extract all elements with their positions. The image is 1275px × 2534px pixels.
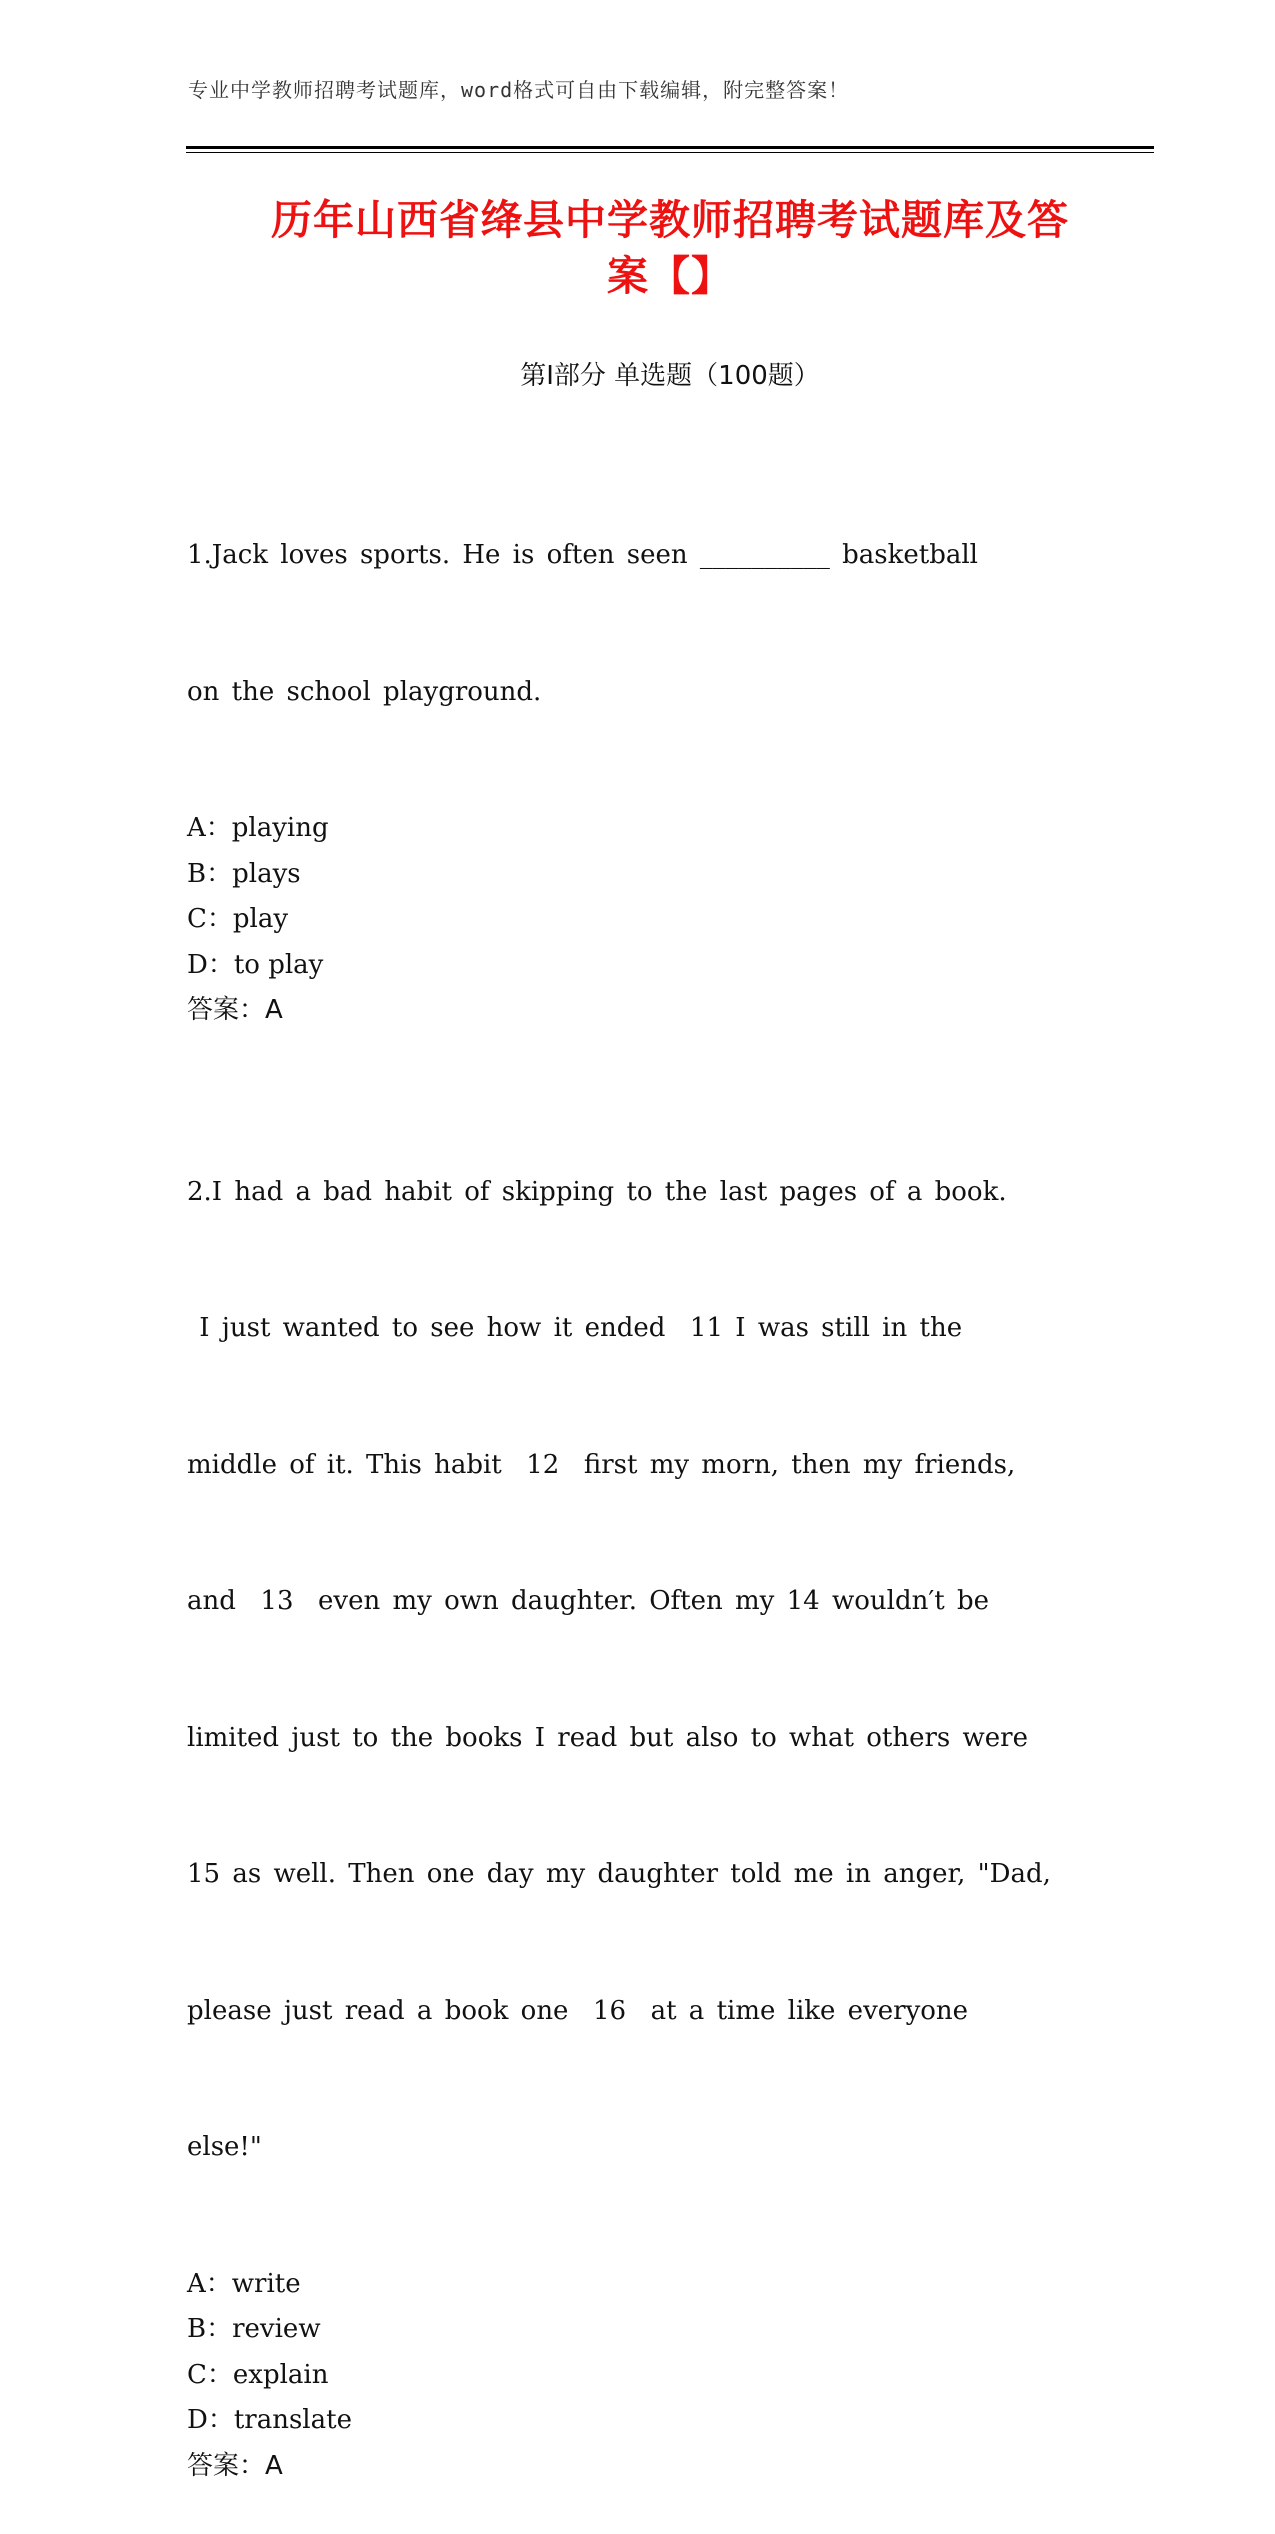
option-b: B：review xyxy=(187,2314,321,2344)
option-a: A：playing xyxy=(187,813,329,843)
document-title xyxy=(186,192,1154,304)
question-stem-line: middle of it. This habit 12 first my morn, then my friends, xyxy=(187,1449,1016,1480)
question-1 xyxy=(187,442,1087,1034)
header-rule-thick xyxy=(186,146,1154,149)
question-stem-line: 1.Jack loves sports. He is often seen __________ basketball xyxy=(187,540,978,570)
header-rule-thin xyxy=(186,152,1154,153)
question-stem xyxy=(187,1079,1087,2262)
answer-text: 答案：A xyxy=(187,2450,283,2481)
document-title-line-2: 案【】 xyxy=(607,252,733,300)
question-stem-line: I just wanted to see how it ended 11 I was still in the xyxy=(187,1313,963,1343)
question-stem xyxy=(187,442,1087,806)
question-stem-line: on the school playground. xyxy=(187,676,542,707)
question-2 xyxy=(187,1079,1087,2490)
option-c: C：play xyxy=(187,904,289,934)
document-title-line-1: 历年山西省绛县中学教师招聘考试题库及答 xyxy=(271,196,1069,244)
option-d: D：translate xyxy=(187,2405,352,2435)
question-stem-line: and 13 even my own daughter. Often my 14 wouldn′t be xyxy=(187,1586,989,1616)
page-header-text: 专业中学教师招聘考试题库，word格式可自由下载编辑，附完整答案！ xyxy=(188,78,850,102)
option-d: D：to play xyxy=(187,949,324,980)
question-stem-line: limited just to the books I read but also to what others were xyxy=(187,1722,1028,1753)
option-a: A：write xyxy=(187,2268,301,2299)
option-c: C：explain xyxy=(187,2359,329,2390)
question-list xyxy=(187,442,1087,2534)
option-b: B：plays xyxy=(187,858,301,889)
question-stem-line: 15 as well. Then one day my daughter told me in anger, "Dad, xyxy=(187,1859,1051,1889)
question-stem-line: else!" xyxy=(187,2132,262,2162)
question-stem-line: 2.I had a bad habit of skipping to the last pages of a book. xyxy=(187,1176,1007,1207)
question-stem-line: please just read a book one 16 at a time like everyone xyxy=(187,1995,969,2026)
section-title: 第Ⅰ部分 单选题（100题） xyxy=(520,361,820,391)
answer-text: 答案：A xyxy=(187,995,283,1025)
